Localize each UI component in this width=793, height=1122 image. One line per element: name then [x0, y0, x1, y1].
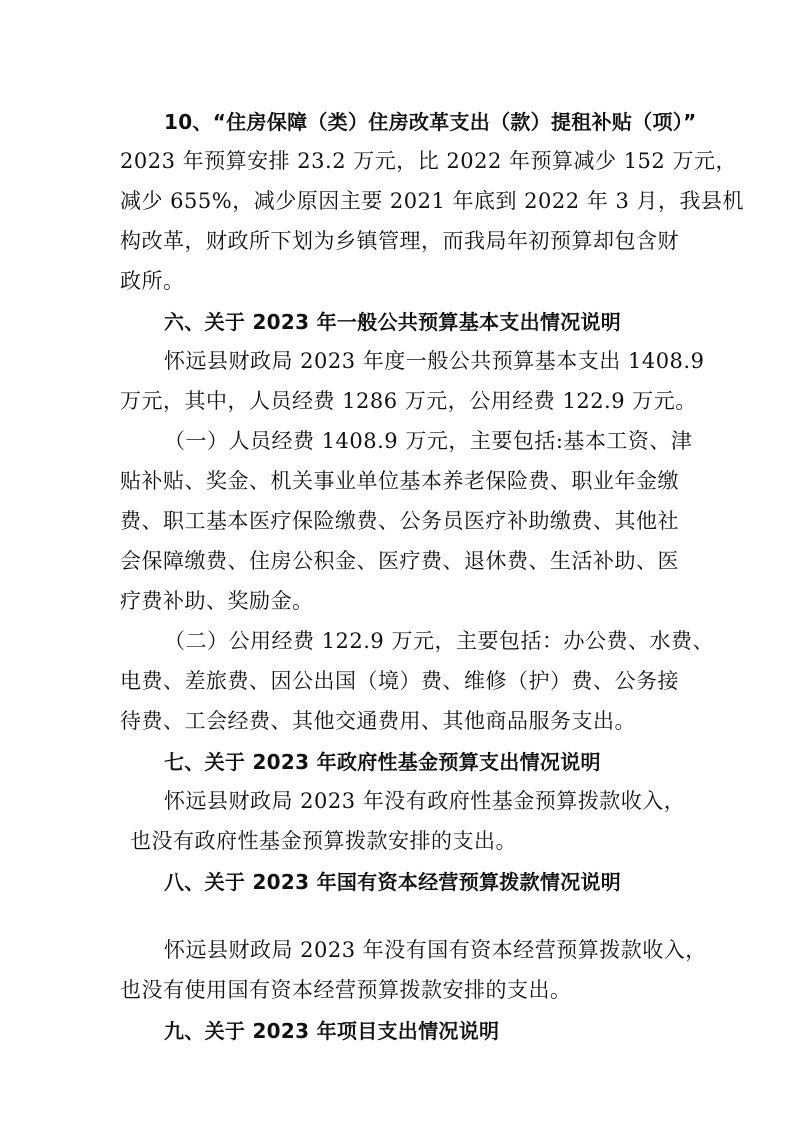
body-line: 贴补贴、奖金、机关事业单位基本养老保险费、职业年金缴 [120, 469, 679, 493]
section-6-heading: 六、关于 2023 年一般公共预算基本支出情况说明 [164, 310, 622, 334]
body-line: 费、职工基本医疗保险缴费、公务员医疗补助缴费、其他社 [120, 509, 679, 533]
body-line: 疗费补助、奖励金。 [120, 589, 314, 613]
body-line: 电费、差旅费、因公出国（境）费、维修（护）费、公务接 [120, 669, 679, 693]
body-line: 政所。 [120, 269, 185, 293]
body-line: 待费、工会经费、其他交通费用、其他商品服务支出。 [120, 709, 636, 733]
body-line: 2023 年预算安排 23.2 万元，比 2022 年预算减少 152 万元， [120, 149, 737, 173]
body-line: 怀远县财政局 2023 年度一般公共预算基本支出 1408.9 [164, 349, 705, 373]
section-7-heading: 七、关于 2023 年政府性基金预算支出情况说明 [164, 750, 601, 774]
section-8-heading: 八、关于 2023 年国有资本经营预算拨款情况说明 [164, 870, 622, 894]
body-line: （二）公用经费 122.9 万元，主要包括：办公费、水费、 [164, 629, 714, 653]
body-line: 减少 655%，减少原因主要 2021 年底到 2022 年 3 月，我县机 [120, 189, 745, 213]
body-line: 怀远县财政局 2023 年没有政府性基金预算拨款收入， [164, 789, 686, 813]
body-line: 会保障缴费、住房公积金、医疗费、退休费、生活补助、医 [120, 549, 679, 573]
body-line: 也没有使用国有资本经营预算拨款安排的支出。 [120, 978, 572, 1002]
section-9-heading: 九、关于 2023 年项目支出情况说明 [164, 1019, 500, 1043]
item-10-heading: 10、“住房保障（类）住房改革支出（款）提租补贴（项）” [164, 110, 697, 134]
body-line: 构改革，财政所下划为乡镇管理，而我局年初预算却包含财 [120, 229, 679, 253]
body-line: 也没有政府性基金预算拨款安排的支出。 [130, 829, 517, 853]
body-line: 怀远县财政局 2023 年没有国有资本经营预算拨款收入， [164, 938, 707, 962]
body-line: 万元，其中，人员经费 1286 万元，公用经费 122.9 万元。 [120, 389, 697, 413]
body-line: （一）人员经费 1408.9 万元，主要包括:基本工资、津 [164, 429, 693, 453]
